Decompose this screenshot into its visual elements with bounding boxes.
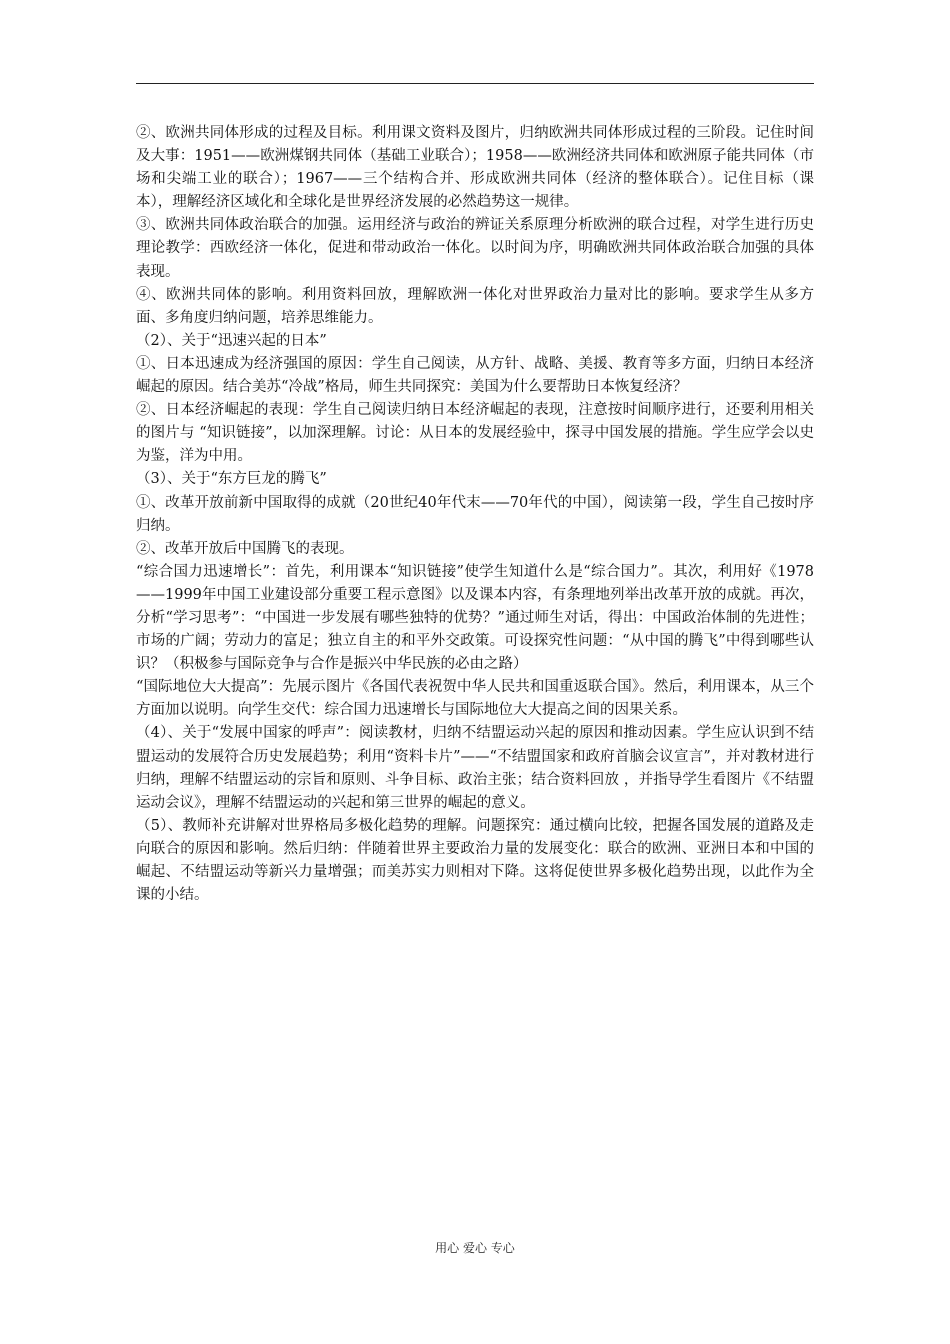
paragraph-national-strength: “综合国力迅速增长”：首先，利用课本“知识链接”使学生知道什么是“综合国力”。其次，利用好《1978——1999年中国工业建设部分重要工程示意图》以及课本内容，有条理地列举出改革开放的成就。再次，分析“学习思考”：“中国进一步发展有哪些独特的优势？”通过师生对话，得出：中国政治体制的先进性；市场的广阔；劳动力的富足；独立自主的和平外交政策。可设探究性问题：“从中国的腾飞”中得到哪些认识？（积极参与国际竞争与合作是振兴中华民族的必由之路） <box>136 563 814 673</box>
paragraph-international-status: “国际地位大大提高”：先展示图片《各国代表祝贺中华人民共和国重返联合国》。然后，利用课本，从三个方面加以说明。向学生交代：综合国力迅速增长与国际地位大大提高之间的因果关系。 <box>136 679 814 719</box>
paragraph-non-aligned-movement: （4）、关于“发展中国家的呼声”：阅读教材，归纳不结盟运动兴起的原因和推动因素。学生应认识到不结盟运动的发展符合历史发展趋势；利用“资料卡片”——“不结盟国家和政府首脑会议宣言”，并对教材进行归纳，理解不结盟运动的宗旨和原则、斗争目标、政治主张；结合资料回放 ，并指导学生看图片《不结盟运动会议》，理解不结盟运动的兴起和第三世界的崛起的意义。 <box>136 725 815 811</box>
section-heading-japan: （2）、关于“迅速兴起的日本” <box>136 332 327 349</box>
paragraph-ec-formation: ②、欧洲共同体形成的过程及目标。利用课文资料及图片，归纳欧洲共同体形成过程的三阶段。记住时间及大事：1951——欧洲煤钢共同体（基础工业联合）；1958——欧洲经济共同体和欧洲原子能共同体（市场和尖端工业的联合）；1967——三个结构合并、形成欧洲共同体（经济的整体联合）。记住目标（课本），理解经济区域化和全球化是世界经济发展的必然趋势这一规律。 <box>136 125 814 211</box>
paragraph-china-after-reform: ②、改革开放后中国腾飞的表现。 <box>136 540 354 557</box>
header-rule <box>136 83 814 84</box>
page-footer: 用心 爱心 专心 <box>435 1241 515 1255</box>
document-body <box>136 122 814 907</box>
paragraph-multipolarity-summary: （5）、教师补充讲解对世界格局多极化趋势的理解。问题探究：通过横向比较，把握各国发展的道路及走向联合的原因和影响。然后归纳：伴随着世界主要政治力量的发展变化：联合的欧洲、亚洲日本和中国的崛起、不结盟运动等新兴力量增强；而美苏实力则相对下降。这将促使世界多极化趋势出现，以此作为全课的小结。 <box>136 817 814 904</box>
paragraph-ec-influence: ④、欧洲共同体的影响。利用资料回放，理解欧洲一体化对世界政治力量对比的影响。要求学生从多方面、多角度归纳问题，培养思维能力。 <box>136 286 814 326</box>
paragraph-ec-political-union: ③、欧洲共同体政治联合的加强。运用经济与政治的辨证关系原理分析欧洲的联合过程，对学生进行历史理论教学：西欧经济一体化，促进和带动政治一体化。以时间为序，明确欧洲共同体政治联合加强的具体表现。 <box>136 217 814 280</box>
paragraph-japan-performance: ②、日本经济崛起的表现：学生自己阅读归纳日本经济崛起的表现，注意按时间顺序进行，还要利用相关的图片与 “知识链接”，以加深理解。讨论：从日本的发展经验中，探寻中国发展的措施。学生应学会以史为鉴，洋为中用。 <box>136 402 814 465</box>
paragraph-japan-causes: ①、日本迅速成为经济强国的原因：学生自己阅读，从方针、战略、美援、教育等多方面，归纳日本经济崛起的原因。结合美苏“冷战”格局，师生共同探究：美国为什么要帮助日本恢复经济？ <box>136 355 814 396</box>
paragraph-china-before-reform: ①、改革开放前新中国取得的成就（20世纪40年代末——70年代的中国），阅读第一段，学生自己按时序归纳。 <box>136 494 814 534</box>
section-heading-china: （3）、关于“东方巨龙的腾飞” <box>136 471 327 488</box>
